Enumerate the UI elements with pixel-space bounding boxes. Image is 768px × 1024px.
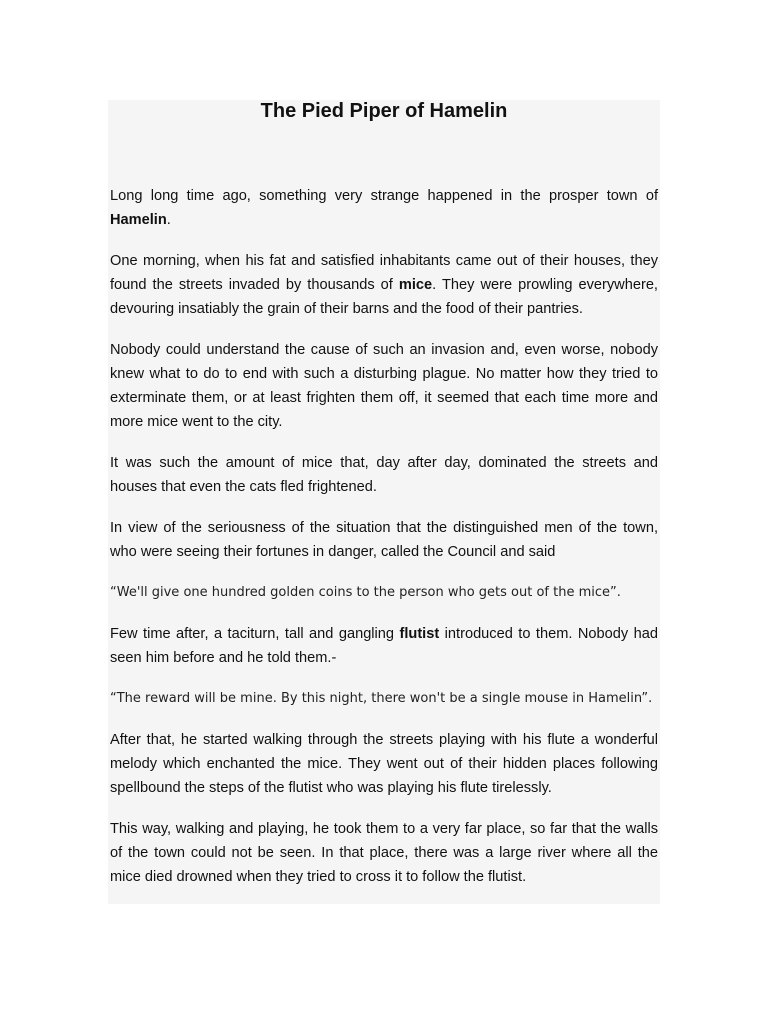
paragraph-7: After that, he started walking through the streets playing with his flute a wonderful melody which enchanted the mice. They went out of their hidden places following spellbound the steps of the flutist who was playing his flute tirelessly.	[110, 732, 658, 796]
document-title: The Pied Piper of Hamelin	[260, 100, 508, 122]
document-body	[110, 184, 658, 906]
paragraph-6	[110, 622, 658, 670]
paragraph-1-text: Long long time ago, something very strange happened in the prosper town of	[110, 188, 658, 204]
paragraph-1-bold: Hamelin	[110, 212, 167, 228]
paragraph-2-end: . They were prowling everywhere, devouring insatiably the grain of their barns and the food of their pantries.	[110, 277, 658, 317]
paragraph-8: This way, walking and playing, he took them to a very far place, so far that the walls of the town could not be seen. In that place, there was a large river where all the mice died drowned when they tried to cross it to follow the flutist.	[110, 821, 658, 885]
paragraph-1	[110, 184, 658, 232]
paragraph-2-bold: mice	[398, 277, 433, 293]
quote-flutist: “The reward will be mine. By this night, there won't be a single mouse in Hamelin”.	[110, 691, 653, 706]
paragraph-6-bold: flutist	[399, 626, 440, 642]
paragraph-3: Nobody could understand the cause of such an invasion and, even worse, nobody knew what to do to end with such a disturbing plague. No matter how they tried to exterminate them, or at least frighten them off, it seemed that each time more and more mice went to the city.	[110, 342, 658, 430]
paragraph-2-text: One morning, when his fat and satisfied inhabitants came out of their houses, they found the streets invaded by thousands of	[110, 253, 658, 293]
paragraph-6-text: Few time after, a taciturn, tall and gangling	[110, 626, 400, 642]
paragraph-6-end: introduced to them. Nobody had seen him before and he told them.-	[110, 626, 658, 666]
paragraph-1-end: .	[166, 212, 171, 228]
paragraph-4: It was such the amount of mice that, day after day, dominated the streets and houses that even the cats fled frightened.	[110, 455, 658, 495]
paragraph-2	[110, 249, 658, 321]
quote-council: “We'll give one hundred golden coins to the person who gets out of the mice”.	[110, 585, 621, 600]
paragraph-5: In view of the seriousness of the situation that the distinguished men of the town, who were seeing their fortunes in danger, called the Council and said	[110, 520, 658, 560]
